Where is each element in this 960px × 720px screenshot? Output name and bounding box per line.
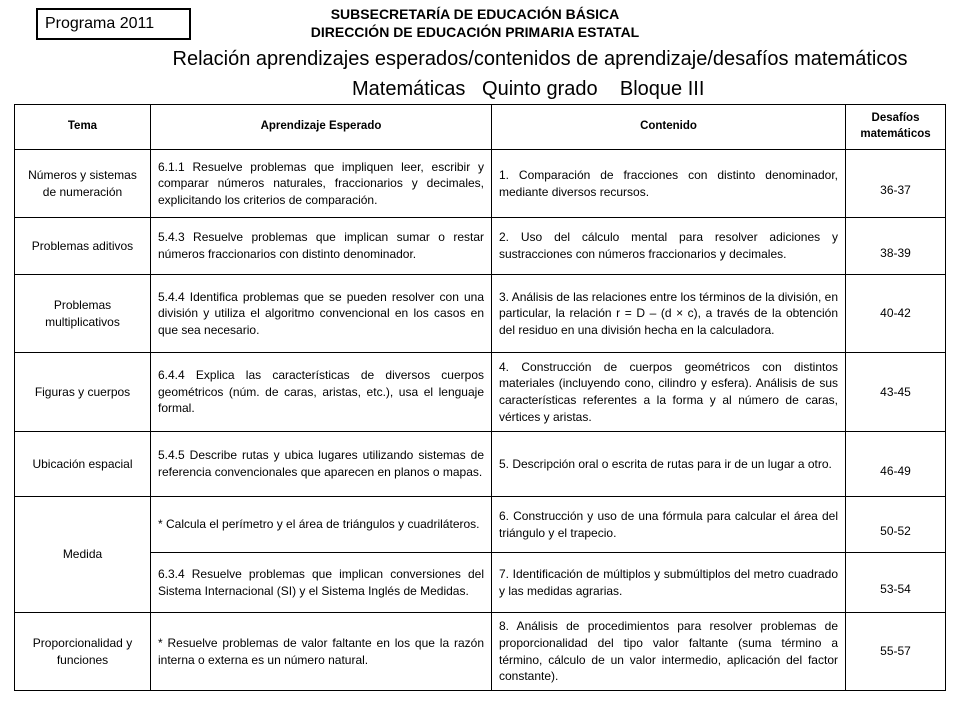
cell-aprendizaje: 5.4.4 Identifica problemas que se pueden resolver con una división y utiliza el algoritmo convencional en los casos en que sea necesario. [151, 275, 492, 353]
cell-contenido: 4. Construcción de cuerpos geométricos con distintos materiales (incluyendo cono, cilindro y esfera). Análisis de sus características referentes a la forma y al número de caras, vértices y aristas. [492, 353, 846, 432]
program-badge [36, 8, 191, 40]
document-title: Relación aprendizajes esperados/contenidos de aprendizaje/desafíos matemáticos [172, 48, 908, 70]
cell-tema: Números y sistemas de numeración [15, 150, 151, 218]
cell-aprendizaje: 5.4.3 Resuelve problemas que implican sumar o restar números fraccionarios con distinto denominador. [151, 218, 492, 275]
table-row [15, 275, 946, 353]
program-badge-label: Programa 2011 [45, 15, 155, 32]
column-header-tema: Tema [15, 105, 151, 150]
cell-contenido: 8. Análisis de procedimientos para resolver problemas de proporcionalidad del tipo valor faltante (suma término a término, cálculo de un valor intermedio, aplicación del factor constante). [492, 613, 846, 691]
cell-desafios [846, 150, 946, 218]
cell-tema: Ubicación espacial [15, 432, 151, 497]
table-row [15, 218, 946, 275]
column-header-aprendizaje: Aprendizaje Esperado [151, 105, 492, 150]
cell-aprendizaje: * Resuelve problemas de valor faltante en los que la razón interna o externa es un número natural. [151, 613, 492, 691]
cell-aprendizaje: 6.1.1 Resuelve problemas que impliquen leer, escribir y comparar números naturales, fraccionarios y decimales, explicitando los criterios de comparación. [151, 150, 492, 218]
header-line-2: DIRECCIÓN DE EDUCACIÓN PRIMARIA ESTATAL [310, 24, 640, 40]
column-header-desafios: Desafíos matemáticos [846, 105, 946, 150]
cell-desafios-value: 55-57 [880, 644, 911, 659]
column-header-contenido: Contenido [492, 105, 846, 150]
table-row [15, 613, 946, 691]
table-row [15, 432, 946, 497]
cell-desafios [846, 275, 946, 353]
cell-desafios [846, 613, 946, 691]
cell-desafios [846, 497, 946, 553]
cell-desafios [846, 432, 946, 497]
cell-desafios-value: 50-52 [880, 524, 911, 539]
cell-desafios-value: 53-54 [880, 582, 911, 597]
table-row [15, 353, 946, 432]
table-row [15, 553, 946, 613]
table-header-row [15, 105, 946, 150]
content-table [14, 104, 946, 691]
cell-contenido: 3. Análisis de las relaciones entre los términos de la división, en particular, la relación r = D – (d × c), a través de la obtención del residuo en una división hecha en la calculadora. [492, 275, 846, 353]
cell-aprendizaje: 6.4.4 Explica las características de diversos cuerpos geométricos (núm. de caras, aristas, etc.), usa el lenguaje formal. [151, 353, 492, 432]
cell-contenido: 2. Uso del cálculo mental para resolver adiciones y sustracciones con números fraccionarios y decimales. [492, 218, 846, 275]
cell-aprendizaje: 5.4.5 Describe rutas y ubica lugares utilizando sistemas de referencia convencionales que aparecen en planos o mapas. [151, 432, 492, 497]
header-line-1: SUBSECRETARÍA DE EDUCACIÓN BÁSICA [330, 6, 620, 22]
cell-contenido: 7. Identificación de múltiplos y submúltiplos del metro cuadrado y las medidas agrarias. [492, 553, 846, 613]
cell-desafios [846, 553, 946, 613]
cell-tema: Problemas aditivos [15, 218, 151, 275]
cell-tema: Proporcionalidad y funciones [15, 613, 151, 691]
table-row [15, 150, 946, 218]
cell-desafios [846, 353, 946, 432]
cell-tema: Problemas multiplicativos [15, 275, 151, 353]
cell-contenido: 1. Comparación de fracciones con distinto denominador, mediante diversos recursos. [492, 150, 846, 218]
document-subtitle: Matemáticas Quinto grado Bloque III [352, 78, 705, 100]
cell-contenido: 6. Construcción y uso de una fórmula para calcular el área del triángulo y el trapecio. [492, 497, 846, 553]
cell-desafios-value: 43-45 [880, 384, 911, 399]
cell-tema: Medida [15, 497, 151, 613]
cell-desafios-value: 46-49 [880, 463, 911, 478]
table-row [15, 497, 946, 553]
cell-aprendizaje: 6.3.4 Resuelve problemas que implican conversiones del Sistema Internacional (SI) y el Sistema Inglés de Medidas. [151, 553, 492, 613]
cell-desafios-value: 38-39 [880, 245, 911, 260]
cell-contenido: 5. Descripción oral o escrita de rutas para ir de un lugar a otro. [492, 432, 846, 497]
cell-aprendizaje: * Calcula el perímetro y el área de triángulos y cuadriláteros. [151, 497, 492, 553]
cell-desafios [846, 218, 946, 275]
cell-desafios-value: 40-42 [880, 306, 911, 321]
cell-tema: Figuras y cuerpos [15, 353, 151, 432]
cell-desafios-value: 36-37 [880, 183, 911, 198]
